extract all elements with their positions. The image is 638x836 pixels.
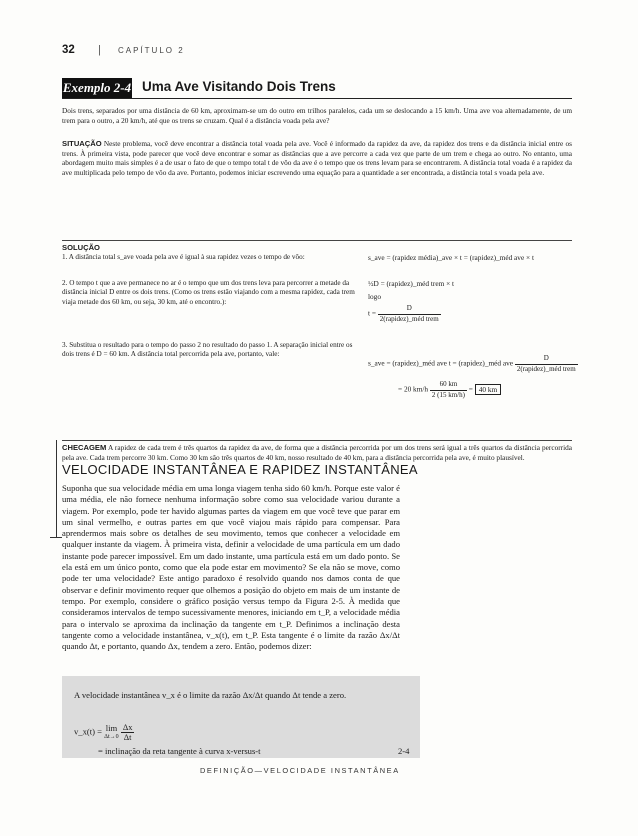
formula-lim-sub: Δt→0	[104, 733, 119, 740]
formula-den: Δt	[123, 733, 132, 742]
definition-formula-line2: = inclinação da reta tangente à curva x-versus-t	[98, 746, 261, 756]
formula-limit	[104, 724, 119, 742]
example-rule	[62, 98, 572, 99]
equation-3a-num: D	[515, 354, 578, 365]
equation-2c-num: D	[378, 304, 441, 315]
solution-step-1: 1. A distância total s_ave voada pela ave é igual à sua rapidez vezes o tempo de vôo:	[62, 253, 305, 261]
equation-3b-lhs: = 20 km/h	[398, 384, 429, 394]
situacao-block	[62, 139, 572, 177]
solution-step-2: 2. O tempo t que a ave permanece no ar é o tempo que um dos trens leva para percorrer a metade da distância inicial D entre os dois trens. (Como os trens estão viajando com a mesma rapidez, cada trem viaja metade dos 60 km, ou seja, 30 km, até o encontro.):	[62, 279, 355, 306]
margin-tick	[50, 537, 62, 538]
answer-box: 40 km	[475, 384, 501, 395]
equation-3a	[368, 354, 578, 374]
definition-text: A velocidade instantânea v_x é o limite da razão Δx/Δt quando Δt tende a zero.	[74, 690, 347, 700]
definition-formula	[74, 723, 134, 742]
equation-3b-den: 2 (15 km/h)	[431, 390, 465, 399]
solucao-label: SOLUÇÃO	[62, 243, 100, 252]
example-intro: Dois trens, separados por uma distância de 60 km, aproximam-se um do outro em trilhos paralelos, cada um se deslocando a 15 km/h. Uma ave voa alternadamente, de um trem para o outro, a 20 km/h, até que os trens se cruzam. Qual é a distância voada pela ave?	[62, 106, 572, 125]
formula-num: Δx	[122, 723, 133, 732]
equation-2c-fraction	[378, 304, 441, 324]
example-tag: Exemplo 2-4	[62, 78, 132, 98]
equation-3b-fraction	[430, 380, 467, 400]
equation-2b: logo	[368, 292, 381, 301]
equation-3b	[398, 380, 501, 400]
situacao-label: SITUAÇÃO	[62, 139, 102, 148]
formula-lhs: v_x(t) =	[74, 726, 102, 737]
solution-rule	[62, 240, 572, 241]
section-body: Suponha que sua velocidade média em uma longa viagem tenha sido 60 km/h. Porque este valor é uma média, ele não fornece nenhuma informação sobre como sua velocidade variou durante a viagem. Por exemplo, pode ter havido algumas partes da viagem em que você teve que parar em um sinal vermelho, e outras partes em que você viajou mais rápido para compensar. Para aprendermos mais sobre os detalhes de seu movimento, temos que conhecer a velocidade em qualquer instante da viagem. À primeira vista, definir a velocidade de uma partícula em um dado instante pode parecer impossível. Em um dado instante, uma partícula está em um dado ponto. Se ela está em um único ponto, como que ela pode estar em movimento? Se ela não se move, como pode ter uma velocidade? Este antigo paradoxo é resolvido quando nos damos conta de que observar e definir movimento requer que olhemos a posição do objeto em mais de um instante de tempo. Por exemplo, considere o gráfico posição versus tempo da Figura 2-5. À medida que consideramos intervalos de tempo sucessivamente menores, iniciando em t_P, a velocidade média para o intervalo se aproxima da inclinação da tangente em t_P. Definimos a inclinação desta tangente como a velocidade instantânea, v_x(t), em t_P. Esta tangente é o limite da razão Δx/Δt quando Δt, e portanto, quando Δx, tendem a zero. Então, podemos dizer:	[62, 483, 400, 652]
example-title: Uma Ave Visitando Dois Trens	[142, 79, 336, 94]
section-title: VELOCIDADE INSTANTÂNEA E RAPIDEZ INSTANTÂNEA	[62, 462, 418, 477]
equation-3a-fraction	[515, 354, 578, 374]
chapter-label: CAPÍTULO 2	[118, 46, 185, 55]
checagem-block	[62, 443, 572, 462]
equation-number: 2-4	[398, 746, 410, 756]
header-separator: |	[98, 44, 101, 56]
formula-fraction	[121, 723, 135, 742]
formula-lim: lim	[105, 722, 118, 733]
checagem-text: A rapidez de cada trem é três quartos da rapidez da ave, de forma que a distância percorrida por um dos trens será igual a três quartos da distância percorrida pela ave. Cada trem percorre 30 km. Como 30 km são três quartos de 40 km, nosso resultado de 40 km, para a distância percorrida pela ave, é muito plausível.	[62, 443, 573, 462]
equation-3b-num: 60 km	[430, 380, 467, 391]
page-number: 32	[62, 44, 75, 56]
equation-2a: ½D = (rapidez)_méd trem × t	[368, 279, 455, 288]
checagem-rule	[62, 440, 572, 441]
equation-3b-equals: =	[468, 384, 473, 394]
equation-2c-lhs: t =	[368, 308, 376, 318]
margin-line	[56, 440, 57, 538]
checagem-label: CHECAGEM	[62, 443, 107, 452]
equation-1: s_ave = (rapidez média)_ave × t = (rapidez)_méd ave × t	[368, 253, 534, 262]
situacao-text: Neste problema, você deve encontrar a distância total voada pela ave. Você é informado da rapidez da ave, da rapidez dos trens e da distância inicial entre os trens. À primeira vista, pode parecer que você deve encontrar e somar as distâncias que a ave percorre a cada vez que parte de um trem e chega ao outro. No entanto, uma abordagem muito mais simples é a de usar o fato de que o tempo total t de vôo da ave é o tempo que os trens levam para se encontrarem. A distância total voada é a rapidez da ave multiplicada pelo tempo de vôo da ave. Portanto, podemos iniciar escrevendo uma equação para a quantidade a ser encontrada, a distância total s voada pela ave.	[62, 139, 572, 177]
definition-label: DEFINIÇÃO—VELOCIDADE INSTANTÂNEA	[200, 766, 400, 775]
solution-step-3: 3. Substitua o resultado para o tempo do passo 2 no resultado do passo 1. A separação inicial entre os dois trens é D = 60 km. A distância total percorrida pela ave, portanto, vale:	[62, 341, 353, 359]
equation-2c	[368, 304, 441, 324]
equation-3a-den: 2(rapidez)_méd trem	[516, 364, 576, 373]
equation-2c-den: 2(rapidez)_méd trem	[379, 314, 439, 323]
equation-3a-lhs: s_ave = (rapidez)_méd ave t = (rapidez)_méd ave	[368, 358, 513, 368]
